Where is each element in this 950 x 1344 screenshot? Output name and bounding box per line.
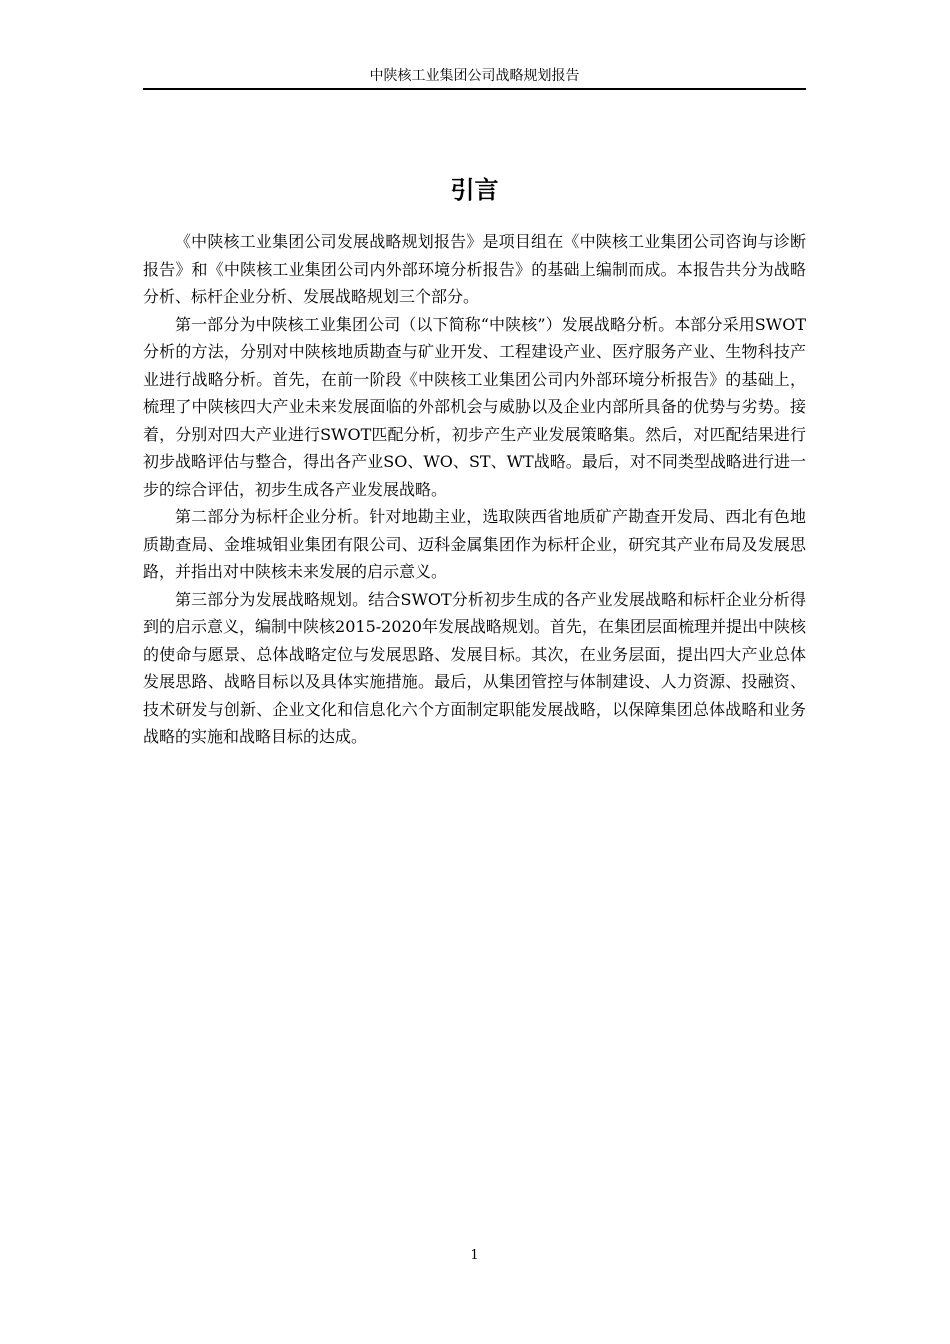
paragraph-intro: 《中陕核工业集团公司发展战略规划报告》是项目组在《中陕核工业集团公司咨询与诊断报告》和《中陕核工业集团公司内外部环境分析报告》的基础上编制而成。本报告共分为战略分析、标杆企业分析、发展战略规划三个部分。 <box>143 232 806 306</box>
document-body <box>143 228 806 751</box>
paragraph-part-one: 第一部分为中陕核工业集团公司（以下简称“中陕核”）发展战略分析。本部分采用SWOT分析的方法，分别对中陕核地质勘查与矿业开发、工程建设产业、医疗服务产业、生物科技产业进行战略分析。首先，在前一阶段《中陕核工业集团公司内外部环境分析报告》的基础上，梳理了中陕核四大产业未来发展面临的外部机会与威胁以及企业内部所具备的优势与劣势。接着，分别对四大产业进行SWOT匹配分析，初步产生产业发展策略集。然后，对匹配结果进行初步战略评估与整合，得出各产业SO、WO、ST、WT战略。最后，对不同类型战略进行进一步的综合评估，初步生成各产业发展战略。 <box>143 314 806 499</box>
page-number: 1 <box>470 1248 479 1263</box>
header-title: 中陕核工业集团公司战略规划报告 <box>369 68 580 84</box>
page-header <box>143 66 806 90</box>
paragraph-part-two: 第二部分为标杆企业分析。针对地勘主业，选取陕西省地质矿产勘查开发局、西北有色地质勘查局、金堆城钼业集团有限公司、迈科金属集团作为标杆企业，研究其产业布局及发展思路，并指出对中陕核未来发展的启示意义。 <box>143 507 806 581</box>
document-heading: 引言 <box>450 176 499 204</box>
paragraph-part-three: 第三部分为发展战略规划。结合SWOT分析初步生成的各产业发展战略和标杆企业分析得到的启示意义，编制中陕核2015-2020年发展战略规划。首先，在集团层面梳理并提出中陕核的使命与愿景、总体战略定位与发展思路、发展目标。其次，在业务层面，提出四大产业总体发展思路、战略目标以及具体实施措施。最后，从集团管控与体制建设、人力资源、投融资、技术研发与创新、企业文化和信息化六个方面制定职能发展战略，以保障集团总体战略和业务战略的实施和战略目标的达成。 <box>143 589 806 746</box>
